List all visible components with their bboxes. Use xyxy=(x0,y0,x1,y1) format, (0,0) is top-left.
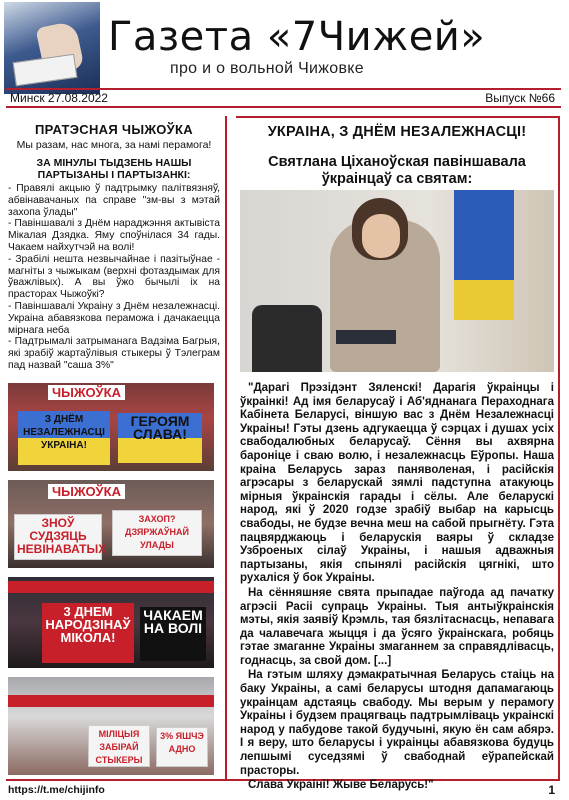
power-seizure-sign: ЗАХОП? ДЗЯРЖАЎНАЙ УЛАДЫ xyxy=(112,510,202,556)
three-percent-sign: 3% ЯШЧЭ АДНО xyxy=(156,727,208,767)
photo-banner-title: ЧЫЖОЎКА xyxy=(48,385,125,400)
section-title: ПРАТЭСНАЯ ЧЫЖОЎКА xyxy=(35,122,193,137)
masthead-title: Газета «7Чижей» xyxy=(108,14,486,60)
left-column xyxy=(8,122,220,372)
masthead-subtitle: про и о вольной Чижовке xyxy=(170,60,364,77)
flag-stripe xyxy=(8,581,214,593)
chair-shape xyxy=(252,305,322,372)
right-frame-right xyxy=(558,116,560,781)
protest-photo-1 xyxy=(8,383,214,471)
news-item: - Павіншавалі Украіну з Днём незалежнасці. Украіна абавязкова пераможа і дачакаецца мірнага неба xyxy=(8,300,220,336)
page-number: 1 xyxy=(548,783,555,797)
folder-shape xyxy=(336,330,396,344)
quote-paragraph: На сённяшняе свята прыпадае паўгода ад пачатку агрэсіі Расіі супраць Украіны. Тыя антыўкраінскія мэты, якія заявіў Крэмль, тая бязлітаснасць, непавага да чалавечага жыцця і да ўсяго ўкраінскага, робяць гэтае змаганне Украіны змаганнем за справядлівасць, годнасць, за свой дом. [...] xyxy=(240,586,554,667)
photo-banner-title: ЧЫЖОЎКА xyxy=(48,484,125,499)
article-subhead: Святлана Ціханоўская павіншавала ўкраінцаў са святам: xyxy=(268,154,526,187)
column-divider xyxy=(225,116,227,781)
flag-blue-part xyxy=(454,190,514,280)
news-item: - Зрабілі нешта незвычайнае і пазітыўнае - магніты з чыжыкам (верхні фотаздымак для ўважлівых). А вы ўжо бычылі іх на прасторах Чыжоўкі? xyxy=(8,253,220,301)
article-header xyxy=(236,124,558,188)
face-shape xyxy=(362,214,400,258)
quote-paragraph: На гэтым шляху дэмакратычная Беларусь стаіць на баку Украіны, а самі беларусы штодня дапамагаюць украінцам адстаяць свабоду. Мы верым у перамогу Украіны і будзем працягваць падтрымліваць украінскі народ у пабудове такой будучыні, якую ён сам абярэ. І я веру, што беларусы і украінцы абавязкова будуць лепшымі суседзямі ў свабоднай еўрапейскай прасторы. xyxy=(240,669,554,777)
news-heading: ЗА МІНУЛЫ ТЫДЗЕНЬ НАШЫ ПАРТЫЗАНЫ І ПАРТЫЗАНКІ: xyxy=(36,157,192,181)
news-list xyxy=(8,183,220,372)
news-item: - Правялі акцыю ў падтрымку палітвязняў, абвінавачаных па справе "зм-вы з мэтай захопа ўлады" xyxy=(8,183,220,218)
quote-paragraph: "Дарагі Прэзідэнт Зяленскі! Дарагія ўкраінцы і ўкраінкі! Ад імя беларусаў і Аб'яднанага Пераходнага Кабінета Беларусі, віншую вас з Днём Незалежнасці Украіны! Гэты дзень адгукаецца ў сэрцах і душах усіх свабодалюбных беларусаў. Сёння вы ахвярна бароніце і сваю волю, і незалежнасць Еўропы. Наша краіна Беларусь зараз паняволеная, і расійскія агрэсары з беларускай зямлі падступна атакуюць мірныя ўкраінскія гарады і сёлы. Але беларускі народ, які ў 2020 годзе зрабіў выбар на карысць свабоды, не будзе вечна меш на сабой прыгнёту. Гэта пацвярджаюць і беларускія ваяры ў складзе Узброеных сілаў Украіны, і нашыя адважныя партызаны, якія спынялі расійскія цягнікі, што рухаліся ў бок Украіны. xyxy=(240,382,554,585)
trial-sign: ЗНОЎ СУДЗЯЦЬ НЕВІНАВАТЫХ xyxy=(14,514,102,560)
date-bar xyxy=(6,88,561,108)
header-photo xyxy=(4,2,100,94)
protest-photo-3 xyxy=(8,577,214,668)
birthday-sign: 3 ДНЕМ НАРОДЗІНАЎ МІКОЛА! xyxy=(42,603,134,663)
footer-link[interactable]: https://t.me/chijinfo xyxy=(8,784,105,796)
article-quote xyxy=(240,382,554,794)
magnet-card xyxy=(13,54,78,86)
main-photo xyxy=(240,190,554,372)
news-item: - Павіншавалі з Днём нараджэння актывіста Мікалая Дзядка. Яму споўнілася 34 гады. Чакаем найхутчэй на волі! xyxy=(8,218,220,253)
quote-paragraph: Слава Украіні! Жыве Беларусь!" xyxy=(248,779,434,792)
right-frame-top xyxy=(236,116,560,118)
protest-photo-2 xyxy=(8,480,214,568)
news-item: - Падтрымалі затрыманага Вадзіма Багрыя, які зрабіў жартаўлівыя стыкеры ў Тэлеграм пад назвай "саша 3%" xyxy=(8,336,220,371)
issue-date: Минск 27.08.2022 xyxy=(10,91,108,105)
ukraine-flag-sign: З ДНЁМ НЕЗАЛЕЖНАСЦІ УКРАІНА! xyxy=(18,411,110,465)
issue-number: Выпуск №66 xyxy=(485,91,555,105)
heroes-glory-sign: ГЕРОЯМ СЛАВА! xyxy=(118,413,202,463)
sticker-sign: МІЛІЦЫЯ ЗАБІРАЙ СТЫКЕРЫ xyxy=(88,725,150,767)
flag-stripe xyxy=(8,695,214,707)
protest-photo-4 xyxy=(8,677,214,775)
article-headline: УКРАІНА, З ДНЁМ НЕЗАЛЕЖНАСЦІ! xyxy=(267,124,527,140)
waiting-freedom-sign: ЧАКАЕМ НА ВОЛІ xyxy=(140,607,206,661)
flag-yellow-part xyxy=(454,280,514,320)
section-subtitle: Мы разам, нас многа, за намі перамога! xyxy=(16,139,212,151)
